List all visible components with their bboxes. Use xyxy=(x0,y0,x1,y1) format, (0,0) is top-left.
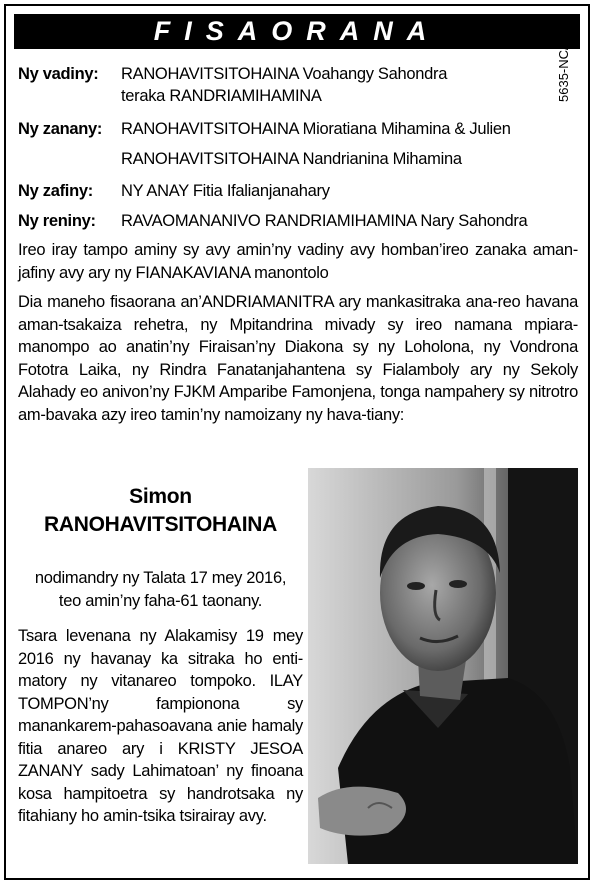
family-line: RANOHAVITSITOHAINA Voahangy Sahondra xyxy=(121,65,448,83)
reference-code: 5635-NC/1-1 xyxy=(556,27,571,102)
deceased-first-name: Simon xyxy=(129,485,192,508)
family-row-mother xyxy=(18,210,527,232)
family-label: Ny vadiny: xyxy=(18,65,99,83)
death-notice-line: teo amin’ny faha-61 taonany. xyxy=(58,591,263,610)
family-line: RANOHAVITSITOHAINA Nandrianina Mihamina xyxy=(121,150,462,168)
family-row-grandchildren xyxy=(18,180,330,202)
portrait-image xyxy=(308,468,578,864)
family-line: teraka RANDRIAMIHAMINA xyxy=(121,87,322,105)
thanks-paragraph: Dia maneho fisaorana an’ANDRIAMANITRA ary mankasitraka ana-reo havana aman-tsakaiza rehetra, ny Mpitandrina mivady sy ireo namana mpiara-manompo ao anatin’ny Firaisan’ny Diakona sy ny Loholona, ny Vondrona Fototra Laika, ny Rindra Fanatanjahantena sy Fialamboly ary ny Sekoly Alahady eo anivon’ny FJKM Amparibe Famonjena, tonga nampahery sy nitrotro am-bavaka azy ireo tamin’ny namoizany ny hava-tiany: xyxy=(18,293,578,424)
family-value xyxy=(121,118,511,140)
death-notice-line: nodimandry ny Talata 17 mey 2016, xyxy=(34,569,287,587)
deceased-surname: RANOHAVITSITOHAINA xyxy=(44,513,277,536)
family-value xyxy=(121,63,447,107)
burial-paragraph: Tsara levenana ny Alakamisy 19 mey 2016 ny havanay ka sitraka ho enti-matory ny vitanareo tompoko. ILAY TOMPON’ny fampionona sy manankarem-pahasoavana anie hamaly fitia anareo ary i KRISTY JESOA ZANANY sady Lahimatoan’ ny finoana kosa hampitoetra sy handrotsaka ny fitahiany ho amin-tsika tsirairay avy. xyxy=(18,627,303,825)
intro-paragraph: Ireo iray tampo aminy sy avy amin’ny vadiny avy homban’ireo zanaka aman-jafiny avy ary ny FIANAKAVIANA manontolo xyxy=(18,241,578,282)
death-notice xyxy=(18,567,303,612)
family-label: Ny zanany: xyxy=(18,120,103,138)
family-line: RAVAOMANANIVO RANDRIAMIHAMINA Nary Sahondra xyxy=(121,212,528,230)
notice-banner: FISAORANA xyxy=(14,14,580,49)
family-label: Ny zafiny: xyxy=(18,182,93,200)
portrait-photo xyxy=(308,468,578,864)
family-row-children-2 xyxy=(121,148,462,170)
family-label: Ny reniny: xyxy=(18,212,96,230)
family-line: RANOHAVITSITOHAINA Mioratiana Mihamina & Julien xyxy=(121,120,511,138)
family-row-children xyxy=(18,118,511,140)
family-line: NY ANAY Fitia Ifalianjanahary xyxy=(121,182,330,200)
family-row-spouse xyxy=(18,63,447,107)
